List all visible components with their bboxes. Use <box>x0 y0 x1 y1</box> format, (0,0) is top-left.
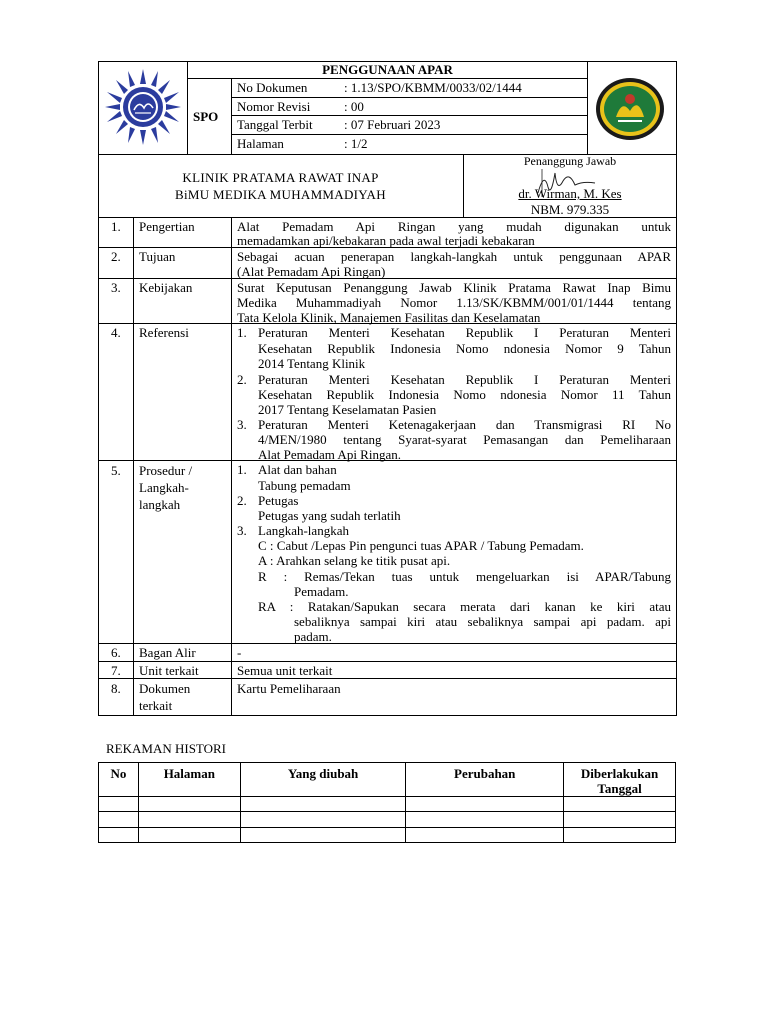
row-label: Prosedur / <box>139 463 193 478</box>
history-header-diberlakukan-tanggal <box>564 763 676 797</box>
list-number: 1. <box>237 462 247 477</box>
row-label: Kebijakan <box>139 280 193 295</box>
history-header-line: Tanggal <box>597 781 642 796</box>
row-text-line: Alat Pemadam Api Ringan yang mudah digunakan untuk <box>237 219 671 234</box>
list-item: Tabung pemadam <box>258 478 351 493</box>
list-number: 1. <box>237 325 247 340</box>
row-number: 6. <box>111 645 121 660</box>
list-item: Langkah-langkah <box>258 523 349 538</box>
field-value-halaman: : 1/2 <box>344 136 368 151</box>
list-item: 2014 Tentang Klinik <box>258 356 366 371</box>
field-value-tanggal-terbit: : 07 Februari 2023 <box>344 117 441 132</box>
row-label: Pengertian <box>139 219 195 234</box>
row-value: Kartu Pemeliharaan <box>237 681 341 696</box>
list-number: 3. <box>237 523 247 538</box>
table-row <box>99 828 676 843</box>
pj-title: Penanggung Jawab <box>523 154 617 168</box>
list-item: Petugas <box>258 493 299 508</box>
list-item: Peraturan Menteri Kesehatan Republik I Peraturan Menteri <box>258 372 671 387</box>
list-item: Alat dan bahan <box>258 462 337 477</box>
row-text-line: Medika Muhammadiyah Nomor 1.13/SK/KBMM/001/01/1444 tentang <box>237 295 671 310</box>
field-value-nomor-revisi: : 00 <box>344 99 364 114</box>
row-number: 2. <box>111 249 121 264</box>
field-label-tanggal-terbit: Tanggal Terbit <box>237 117 313 132</box>
muhammadiyah-logo-icon <box>103 66 183 148</box>
row-label: Tujuan <box>139 249 176 264</box>
list-item: 4/MEN/1980 tentang Syarat-syarat Pemasangan dan Pemeliharaan <box>258 432 671 447</box>
step-r: R : Remas/Tekan tuas untuk mengeluarkan isi APAR/Tabung <box>258 569 671 584</box>
row-label: terkait <box>139 698 173 713</box>
history-header-perubahan: Perubahan <box>406 763 564 797</box>
row-number: 4. <box>111 325 121 340</box>
history-header-no: No <box>99 763 139 797</box>
list-number: 2. <box>237 493 247 508</box>
table-row <box>99 812 676 828</box>
history-header-line: Diberlakukan <box>580 766 659 781</box>
row-text-line: memadamkan api/kebakaran pada awal terjadi kebakaran <box>237 233 535 248</box>
row-text-line: (Alat Pemadam Api Ringan) <box>237 264 386 279</box>
row-text-line: Tata Kelola Klinik, Manajemen Fasilitas dan Keselamatan <box>237 310 541 325</box>
pj-name: dr. Wirman, M. Kes <box>518 186 622 201</box>
history-table <box>98 762 676 843</box>
row-label: Dokumen <box>139 681 191 696</box>
bimu-medika-logo-icon <box>594 77 666 142</box>
row-value: Semua unit terkait <box>237 663 333 678</box>
row-label: Langkah- <box>139 480 189 495</box>
list-item: Peraturan Menteri Ketenagakerjaan dan Transmigrasi RI No <box>258 417 671 432</box>
spo-label: SPO <box>193 109 219 124</box>
document-title: PENGGUNAAN APAR <box>322 62 453 77</box>
field-value-no-dokumen: : 1.13/SPO/KBMM/0033/02/1444 <box>344 80 522 95</box>
step-a: A : Arahkan selang ke titik pusat api. <box>258 553 451 568</box>
step-r: Pemadam. <box>294 584 349 599</box>
list-item: Kesehatan Republik Indonesia Nomo ndonesia Nomor 9 Tahun <box>258 341 671 356</box>
list-item: Alat Pemadam Api Ringan. <box>258 447 401 462</box>
row-text-line: Sebagai acuan penerapan langkah-langkah untuk penggunaan APAR <box>237 249 671 264</box>
row-label: Bagan Alir <box>139 645 196 660</box>
step-c: C : Cabut /Lepas Pin pengunci tuas APAR / Tabung Pemadam. <box>258 538 584 553</box>
row-number: 3. <box>111 280 121 295</box>
step-ra: padam. <box>294 629 332 644</box>
history-title: REKAMAN HISTORI <box>106 741 227 756</box>
row-number: 7. <box>111 663 121 678</box>
list-number: 2. <box>237 372 247 387</box>
history-header-yang-diubah: Yang diubah <box>240 763 406 797</box>
step-ra: RA : Ratakan/Sapukan secara merata dari kanan ke kiri atau <box>258 599 671 614</box>
list-item: Petugas yang sudah terlatih <box>258 508 401 523</box>
field-label-nomor-revisi: Nomor Revisi <box>237 99 311 114</box>
list-number: 3. <box>237 417 247 432</box>
clinic-name-line1: KLINIK PRATAMA RAWAT INAP <box>182 170 379 185</box>
field-label-no-dokumen: No Dokumen <box>237 80 308 95</box>
table-row <box>99 797 676 812</box>
row-number: 1. <box>111 219 121 234</box>
pj-nbm: NBM. 979.335 <box>530 202 610 217</box>
list-item: Peraturan Menteri Kesehatan Republik I Peraturan Menteri <box>258 325 671 340</box>
row-text-line: Surat Keputusan Penanggung Jawab Klinik Pratama Rawat Inap Bimu <box>237 280 671 295</box>
history-header-halaman: Halaman <box>138 763 240 797</box>
list-item: Kesehatan Republik Indonesia Nomo ndonesia Nomor 11 Tahun <box>258 387 671 402</box>
row-label: Unit terkait <box>139 663 199 678</box>
row-number: 8. <box>111 681 121 696</box>
step-ra: sebaliknya sampai kiri atau sebaliknya sampai api padam. api <box>294 614 671 629</box>
history-header-row <box>99 763 676 797</box>
list-item: 2017 Tentang Keselamatan Pasien <box>258 402 437 417</box>
row-number: 5. <box>111 463 121 478</box>
row-label: langkah <box>139 497 181 512</box>
clinic-name-line2: BiMU MEDIKA MUHAMMADIYAH <box>175 187 386 202</box>
row-label: Referensi <box>139 325 189 340</box>
row-value: - <box>237 645 242 660</box>
field-label-halaman: Halaman <box>237 136 284 151</box>
